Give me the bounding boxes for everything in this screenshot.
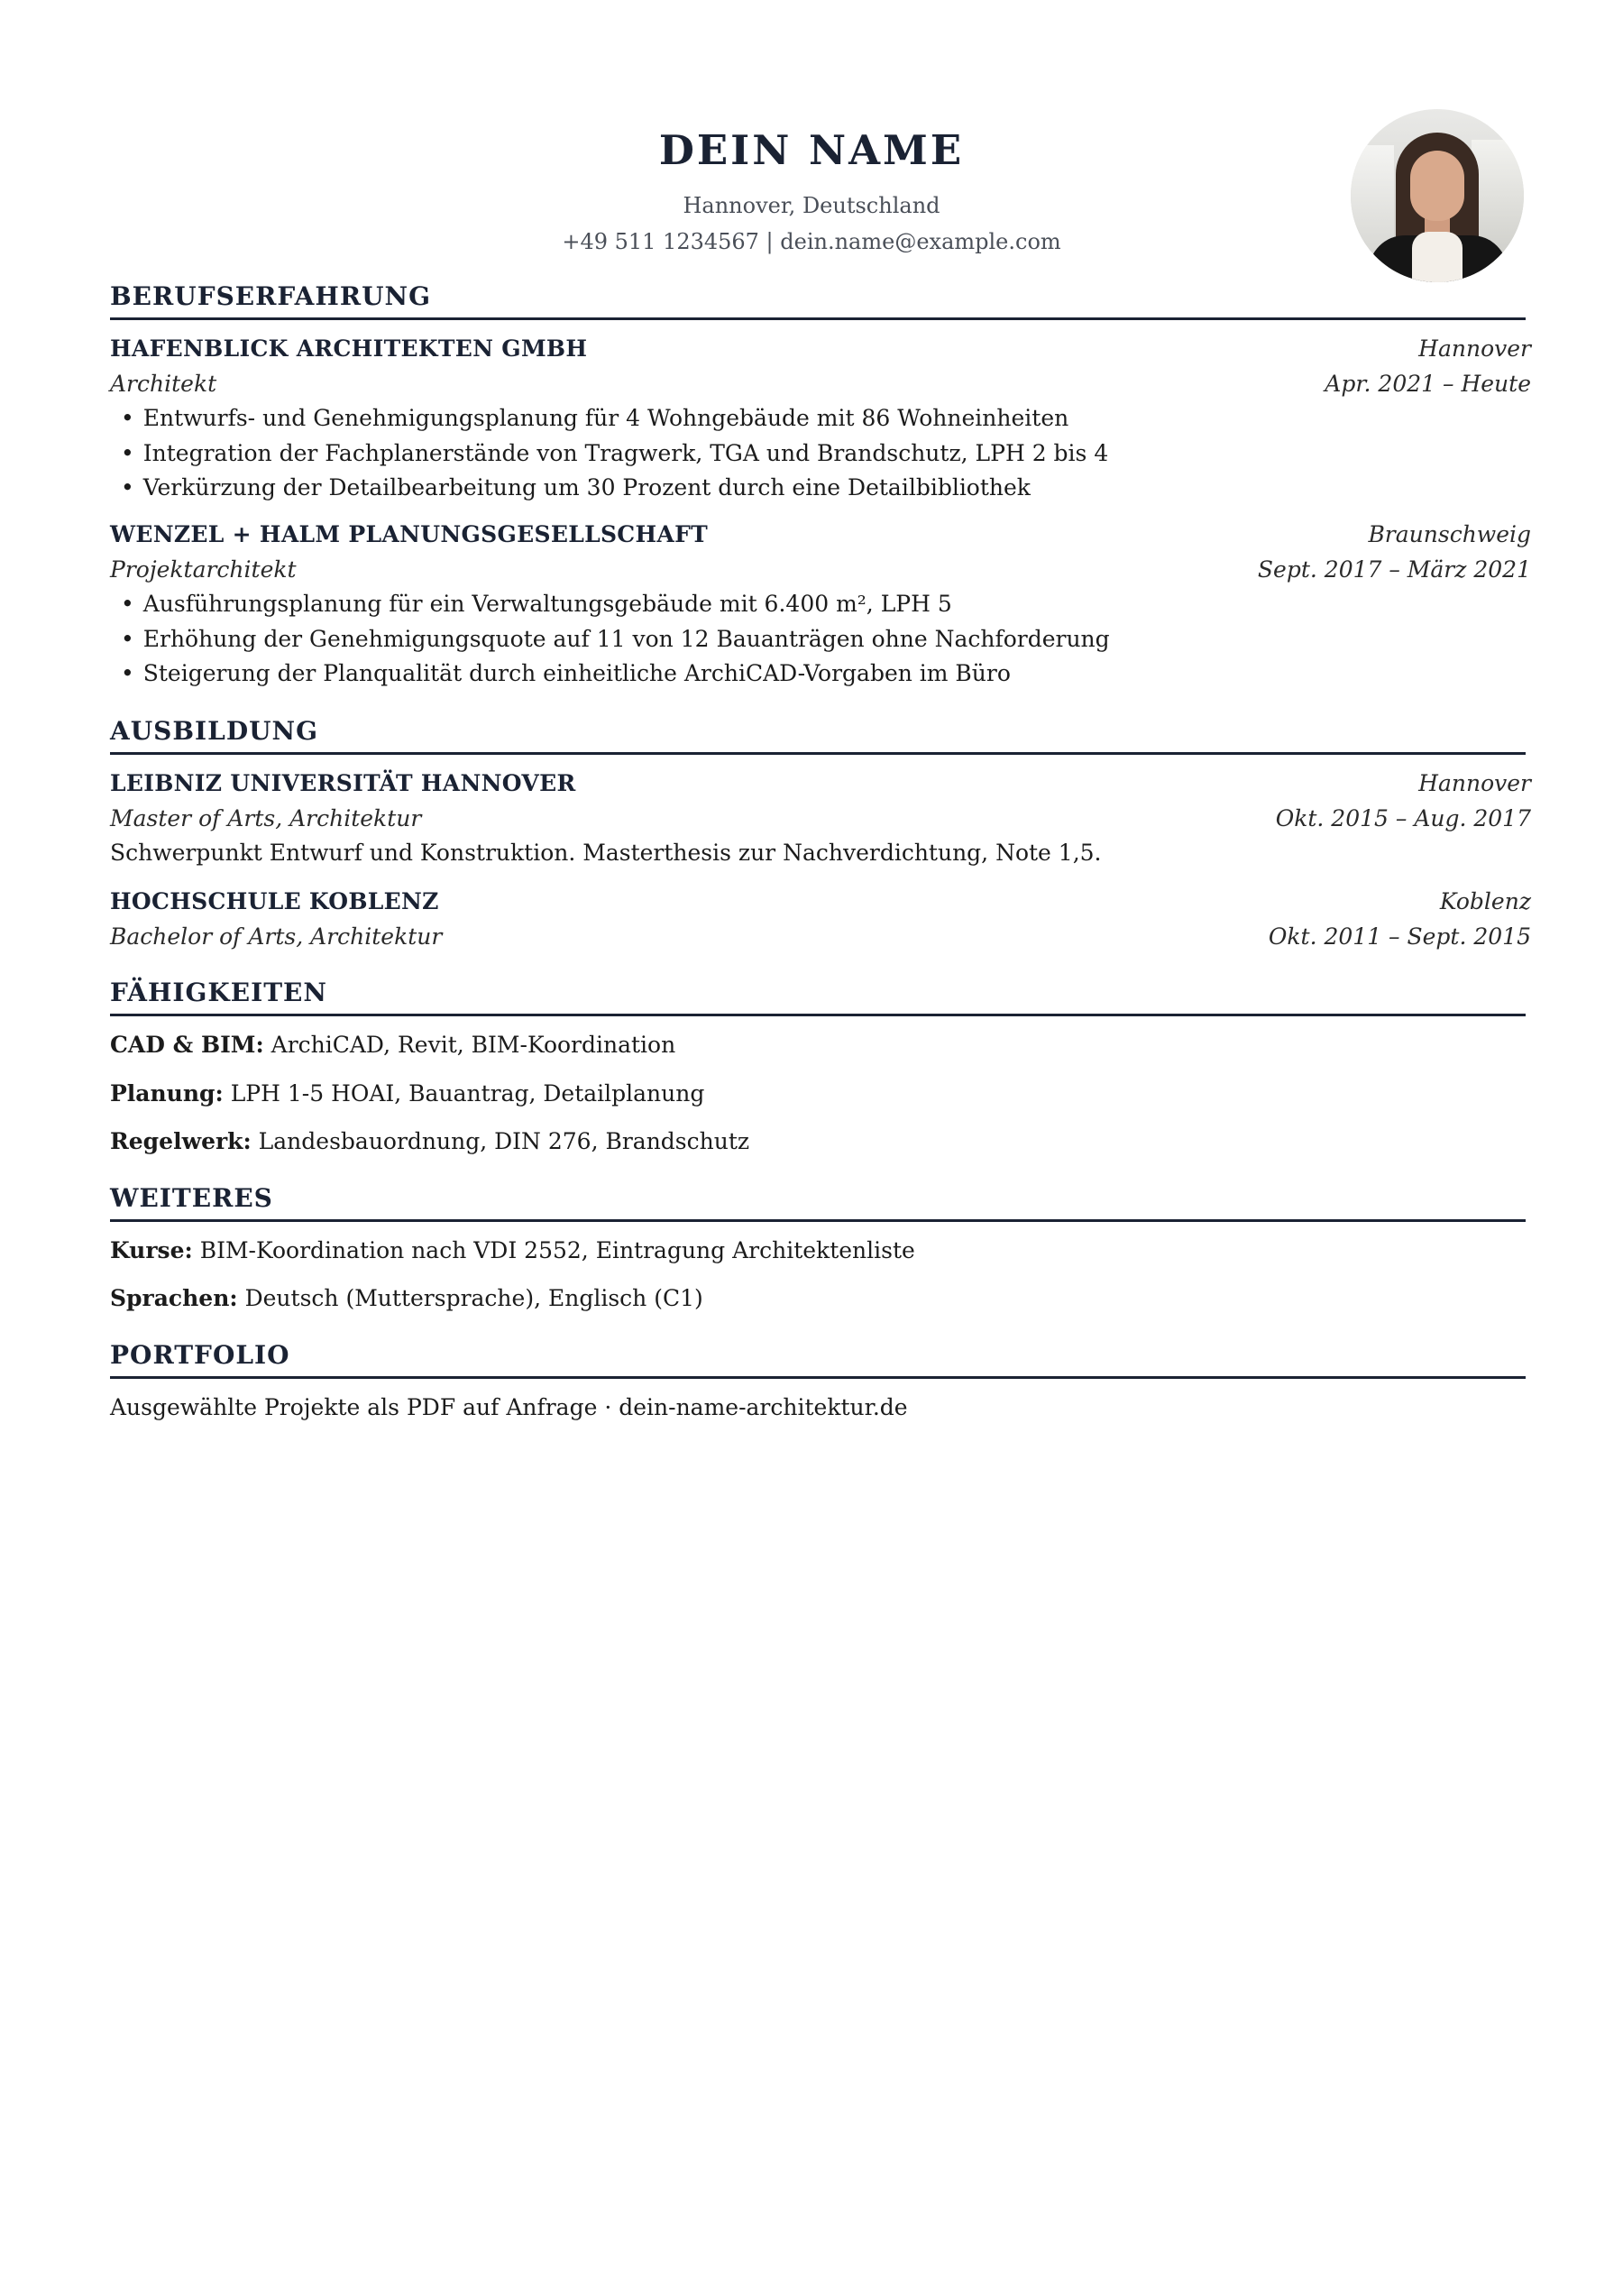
school-note: Schwerpunkt Entwurf und Konstruktion. Masterthesis zur Nachverdichtung, Note 1,5. [110, 840, 1102, 866]
job-subheader [110, 556, 1531, 583]
job-header [110, 521, 1531, 548]
job-bullet: • Steigerung der Planqualität durch einheitliche ArchiCAD-Vorgaben im Büro [110, 660, 1531, 687]
school-degree: Master of Arts, Architektur [110, 805, 422, 831]
job-company: WENZEL + HALM PLANUNGSGESELLSCHAFT [110, 521, 709, 547]
more-label: Sprachen: [110, 1285, 238, 1311]
more-row [110, 1237, 1531, 1264]
contact-line: +49 511 1234567 | dein.name@example.com [562, 229, 1061, 254]
job-dates: Sept. 2017 – März 2021 [1257, 556, 1531, 583]
job-role: Projektarchitekt [110, 556, 297, 583]
school-dates: Okt. 2011 – Sept. 2015 [1268, 923, 1531, 950]
school-header [110, 770, 1531, 797]
person-name: DEIN NAME [658, 126, 965, 174]
job-city: Braunschweig [1368, 521, 1531, 547]
section-portfolio [110, 1340, 1526, 1430]
job-role: Architekt [110, 371, 217, 397]
more-value: BIM-Koordination nach VDI 2552, Eintragung Architektenliste [199, 1237, 915, 1263]
skill-label: Planung: [110, 1080, 224, 1107]
school-city: Hannover [1418, 770, 1531, 796]
section-title-education: AUSBILDUNG [110, 716, 319, 746]
job-header [110, 335, 1531, 363]
more-value: Deutsch (Muttersprache), Englisch (C1) [244, 1285, 703, 1311]
job-bullet: • Verkürzung der Detailbearbeitung um 30 Prozent durch eine Detailbibliothek [110, 474, 1531, 501]
job-subheader [110, 371, 1531, 398]
school-header [110, 888, 1531, 915]
skill-label: CAD & BIM: [110, 1032, 264, 1058]
photo-face [1410, 151, 1464, 221]
location: Hannover, Deutschland [683, 193, 940, 218]
school-degree: Bachelor of Arts, Architektur [110, 923, 443, 950]
photo-background-left [1351, 145, 1394, 253]
school-city: Koblenz [1439, 888, 1531, 914]
job-dates: Apr. 2021 – Heute [1325, 371, 1531, 397]
job-bullet: • Erhöhung der Genehmigungsquote auf 11 von 12 Bauanträgen ohne Nachforderung [110, 626, 1531, 653]
job-bullet: • Ausführungsplanung für ein Verwaltungsgebäude mit 6.400 m², LPH 5 [110, 591, 1531, 618]
skill-row [110, 1032, 1531, 1059]
section-skills [110, 978, 1526, 1158]
photo-blouse [1412, 232, 1463, 282]
more-label: Kurse: [110, 1237, 193, 1263]
section-education [110, 716, 1531, 951]
skill-value: Landesbauordnung, DIN 276, Brandschutz [258, 1128, 750, 1154]
section-title-skills: FÄHIGKEITEN [110, 978, 327, 1007]
section-rule [110, 752, 1526, 755]
skill-row [110, 1080, 1531, 1107]
school-subheader [110, 805, 1531, 832]
more-row [110, 1285, 1531, 1312]
section-rule [110, 1219, 1526, 1222]
section-more [110, 1183, 1526, 1318]
skill-row [110, 1128, 1531, 1155]
job-company: HAFENBLICK ARCHITEKTEN GMBH [110, 335, 588, 362]
skill-value: LPH 1-5 HOAI, Bauantrag, Detailplanung [230, 1080, 705, 1107]
job-bullet: • Entwurfs- und Genehmigungsplanung für 4 Wohngebäude mit 86 Wohneinheiten [110, 405, 1531, 432]
skill-label: Regelwerk: [110, 1128, 252, 1154]
section-rule [110, 1376, 1526, 1379]
section-experience [110, 281, 1531, 687]
job-bullet: • Integration der Fachplanerstände von Tragwerk, TGA und Brandschutz, LPH 2 bis 4 [110, 440, 1531, 467]
profile-photo [1351, 109, 1524, 282]
section-rule [110, 1014, 1526, 1016]
section-title-experience: BERUFSERFAHRUNG [110, 281, 432, 311]
school-name: HOCHSCHULE KOBLENZ [110, 888, 439, 914]
section-title-more: WEITERES [110, 1183, 273, 1213]
skill-value: ArchiCAD, Revit, BIM-Koordination [270, 1032, 676, 1058]
portfolio-text: Ausgewählte Projekte als PDF auf Anfrage · dein-name-architektur.de [110, 1394, 908, 1420]
school-name: LEIBNIZ UNIVERSITÄT HANNOVER [110, 770, 576, 796]
job-city: Hannover [1418, 335, 1531, 362]
school-subheader [110, 923, 1531, 951]
school-dates: Okt. 2015 – Aug. 2017 [1275, 805, 1531, 831]
section-rule [110, 317, 1526, 320]
section-title-portfolio: PORTFOLIO [110, 1340, 290, 1370]
